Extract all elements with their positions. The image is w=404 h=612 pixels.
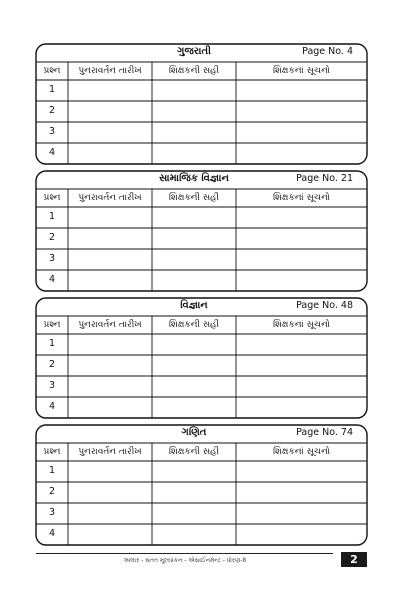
header-teacher-sign: શિક્ષકની સહી — [168, 193, 220, 203]
header-question: પ્રશ્ન — [43, 66, 61, 76]
row-number: 3 — [48, 126, 56, 137]
table-frame — [36, 424, 367, 546]
table-gujarati — [36, 43, 367, 165]
header-teacher-notes: શિક્ષકનાં સૂચનો — [272, 320, 331, 330]
row-number: 1 — [48, 338, 56, 349]
subject-title: ગુજરાતી — [177, 46, 211, 57]
table-frame — [36, 43, 367, 165]
row-number: 2 — [48, 232, 56, 243]
row-number: 3 — [48, 507, 56, 518]
header-teacher-notes: શિક્ષકનાં સૂચનો — [272, 66, 331, 76]
header-revision-date: પુનરાવર્તન તારીખ — [78, 447, 142, 457]
row-number: 2 — [48, 359, 56, 370]
row-number: 3 — [48, 253, 56, 264]
row-number: 1 — [48, 84, 56, 95]
header-teacher-notes: શિક્ષકનાં સૂચનો — [272, 193, 331, 203]
subject-title: વિજ્ઞાન — [180, 300, 208, 311]
table-maths — [36, 424, 367, 546]
row-number: 1 — [48, 465, 56, 476]
row-number: 2 — [48, 486, 56, 497]
row-number: 4 — [48, 401, 56, 412]
table-science — [36, 297, 367, 419]
row-number: 4 — [48, 274, 56, 285]
table-frame — [36, 297, 367, 419]
table-frame — [36, 170, 367, 292]
header-teacher-notes: શિક્ષકનાં સૂચનો — [272, 447, 331, 457]
page-number-badge: 2 — [341, 552, 367, 567]
header-question: પ્રશ્ન — [43, 447, 61, 457]
row-number: 3 — [48, 380, 56, 391]
row-number: 1 — [48, 211, 56, 222]
page-reference: Page No. 21 — [296, 173, 353, 184]
header-revision-date: પુનરાવર્તન તારીખ — [78, 320, 142, 330]
subject-title: ગણિત — [181, 427, 207, 438]
row-number: 2 — [48, 105, 56, 116]
page-reference: Page No. 74 — [296, 427, 353, 438]
header-question: પ્રશ્ન — [43, 320, 61, 330]
subject-title: સામાજિક વિજ્ઞાન — [159, 173, 229, 184]
header-teacher-sign: શિક્ષકની સહી — [168, 66, 220, 76]
footer-divider — [36, 553, 333, 554]
header-revision-date: પુનરાવર્તન તારીખ — [78, 193, 142, 203]
page-reference: Page No. 4 — [302, 46, 353, 57]
row-number: 4 — [48, 147, 56, 158]
header-teacher-sign: શિક્ષકની સહી — [168, 320, 220, 330]
page-reference: Page No. 48 — [296, 300, 353, 311]
table-social-science — [36, 170, 367, 292]
header-revision-date: પુનરાવર્તન તારીખ — [78, 66, 142, 76]
row-number: 4 — [48, 528, 56, 539]
header-question: પ્રશ્ન — [43, 193, 61, 203]
header-teacher-sign: શિક્ષકની સહી — [168, 447, 220, 457]
footer-caption: અલાર - સતત મૂલ્યાંકન - એસાઈનમેન્ટ - ધોરણ-8 — [123, 557, 247, 564]
